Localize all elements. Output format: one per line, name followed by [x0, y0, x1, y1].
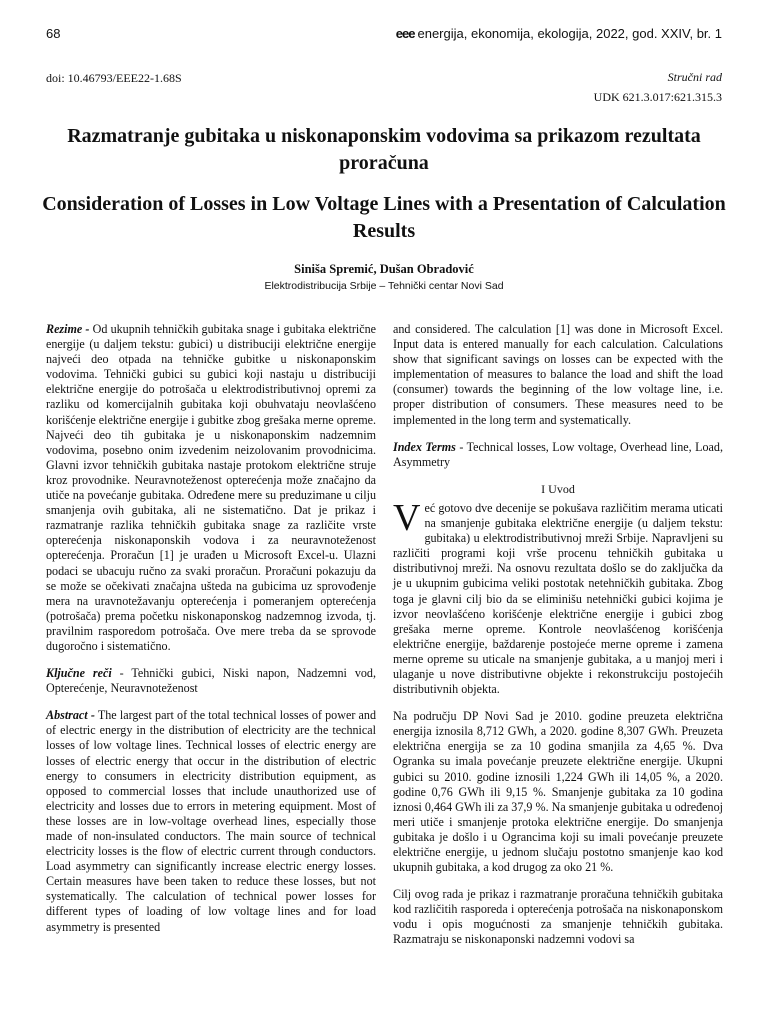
abstract-continued: and considered. The calculation [1] was done in Microsoft Excel. Input data is entered manually for each calculation. Calculations show that significant savings on losses can be expected with the implementation of measures to balance the load and shift the load (consumer) towards the beginning of the low voltage line, i.e. proper distribution of consumers. These measures need to be implemented in the long term and systematically. [393, 322, 723, 427]
doi: doi: 10.46793/EEE22-1.68S [46, 71, 182, 85]
index-terms-text: - Technical losses, Low voltage, Overhead line, Load, Asymmetry [393, 439, 723, 469]
intro-paragraph-1 [393, 496, 723, 697]
affiliation: Elektrodistribucija Srbije – Tehnički centar Novi Sad [264, 280, 504, 292]
intro-paragraph-2: Na području DP Novi Sad je 2010. godine preuzeta električna energija iznosila 8,712 GWh, a 2020. godine 8,307 GWh. Preuzeta električna energija se za 10 godina smanjila za 4,65 %. Dva Ogranka su imala povećanje preuzete električne energije. Ukupni gubici su 2010. godine iznosili 1,224 GWh ili 14,05 %, a 2020. godine 0,76 GWh ili 9,15 %. Smanjenje gubitaka za 10 godina iznosi 0,464 GWh ili za 37,9 %. Na smanjenje gubitaka u određenoj meri utiče i smanjenje protoka električne energije. Do smanjenja gubitaka je došlo i u Ograncima koji su imali povećanje preuzete električne energije, u jednom slučaju postotno smanjenje kao kod ukupnih gubitaka, a kod drugog za oko 21 %. [393, 709, 723, 875]
index-terms-label: Index Terms [393, 439, 456, 454]
rezime-text: Od ukupnih tehničkih gubitaka snage i gubitaka električne energije (u daljem tekstu: gubici) u distribuciji električne energije najveći deo otpada na tehničke gubitke u niskonaponskim vodovima. Tehnički gubici su gubici koji nastaju u distribuciji električne energije do potrošača u elektrodistributivnoj opremi za razliku od komercijalnih gubitaka koji obuhvataju neovlašćeno korišćenje električne energije i gubitke zbog grešaka merne opreme. Najveći deo tih gubitaka je u niskonaponskim nadzemnim vodovima, posebno onim izvedenim neizolovanim provodnicima. Glavni izvor tehničkih gubitaka nastaje protokom električne struje kroz provodnike. Neuravnoteženost opterećenja može značajno da utiče na povećanje gubitaka. Određene mere su preduzimane u cilju smanjenja ovih gubitaka, ali ne sistematično. Dat je prikaz i razmatranje razlika tehničkih gubitaka snage za različite vrste opterećenja niskonaponskih vodova i za neuravnoteženost opterećenja. Proračun [1] je urađen u Microsoft Excel-u. Ulazni podaci se ubacuju ručno za svaki proračun. Proračuni pokazuju da se može se očekivati značajna ušteda na gubicima uz sprovođenje mera na uravnotežavanju opterećenja i pomeranjem opterećenja (potrošača) prema početku niskonaponskog nadzemnog izvoda, tj. pravilnim rasporedom potrošača. Ove mere treba da se sprovode dugoročno i sistematično. [46, 322, 377, 653]
abstract-paragraph [46, 708, 376, 934]
left-column [46, 322, 376, 947]
right-column [393, 322, 723, 960]
authors: Siniša Spremić, Dušan Obradović [294, 262, 474, 276]
section-heading-intro: I Uvod [541, 481, 575, 496]
journal-header [396, 26, 722, 41]
intro-paragraph-1-text: eć gotovo dve decenije se pokušava različitim merama uticati na smanjenje gubitaka električne energije (u daljem tekstu: gubitaka) u elektrodistributivnoj mreži Srbije. Napravljeni su različiti programi koji vrše procenu tehničkih gubitaka u distributivnoj mreži. Na osnovu rezultata došlo se do zaključka da je u ukupnim gubicima veliki postotak netehničkih gubitaka. Zbog toga je glavni cilj bio da se eliminišu netehnički gubici kojima je izvor neovlašćeno korišćenje električne energije i gubici zbog grešaka merne opreme. Kontrole neovlašćenog korišćenja električne energije, baždarenje postojeće merne opreme i zamena merne opreme su uticale na smanjenje gubitaka, a u manjoj meri i ulaganje u nove distributivne objekte i rekonstrukciju postojećih distributivnih objekta. [393, 500, 723, 697]
intro-paragraph-3: Cilj ovog rada je prikaz i razmatranje proračuna tehničkih gubitaka kod različitih rasporeda i opterećenja potrošača na niskonaponskom vodu i opis mogućnosti za smanjenje tehničkih gubitaka. Razmatraju se niskonaponski nadzemni vodovi sa [393, 887, 723, 947]
index-terms-paragraph [393, 440, 723, 470]
rezime-paragraph [46, 322, 376, 654]
title-serbian: Razmatranje gubitaka u niskonaponskim vodovima sa prikazom rezultata proračuna [67, 125, 701, 174]
journal-citation: energija, ekonomija, ekologija, 2022, god. XXIV, br. 1 [417, 26, 722, 41]
journal-logo: eee [395, 26, 415, 41]
drop-cap: V [393, 496, 421, 539]
abstract-text: The largest part of the total technical losses of power and of electric energy in the distribution of electricity are the technical losses of low voltage lines. Technical losses of electric energy are losses of electric energy that occur in the distribution of electric energy to consumers in electricity distribution equipment, as opposed to commercial losses that include unauthorized use of electricity and losses due to errors in metering equipment. Most of these losses are in low-voltage overhead lines, especially those made of non-insulated conductors. The main source of technical electricity losses is the flow of electric current through conductors. Load asymmetry can significantly increase electric energy losses. Certain measures have been taken to reduce these losses, but not systematically. The calculation of technical power losses for different types of loading of low voltage lines and for load asymmetry is presented [46, 708, 376, 934]
udk-code: UDK 621.3.017:621.315.3 [593, 90, 722, 104]
page-number: 68 [46, 26, 61, 41]
keywords-sr-paragraph [46, 666, 376, 696]
keywords-sr-text: - Tehnički gubici, Niski napon, Nadzemni vod, Opterećenje, Neuravnoteženost [46, 666, 376, 696]
article-type: Stručni rad [667, 70, 722, 84]
keywords-sr-label: Ključne reči [46, 666, 112, 681]
rezime-label: Rezime - [46, 322, 90, 336]
abstract-label: Abstract - [46, 708, 95, 723]
title-english: Consideration of Losses in Low Voltage Lines with a Presentation of Calculation Results [42, 193, 726, 242]
